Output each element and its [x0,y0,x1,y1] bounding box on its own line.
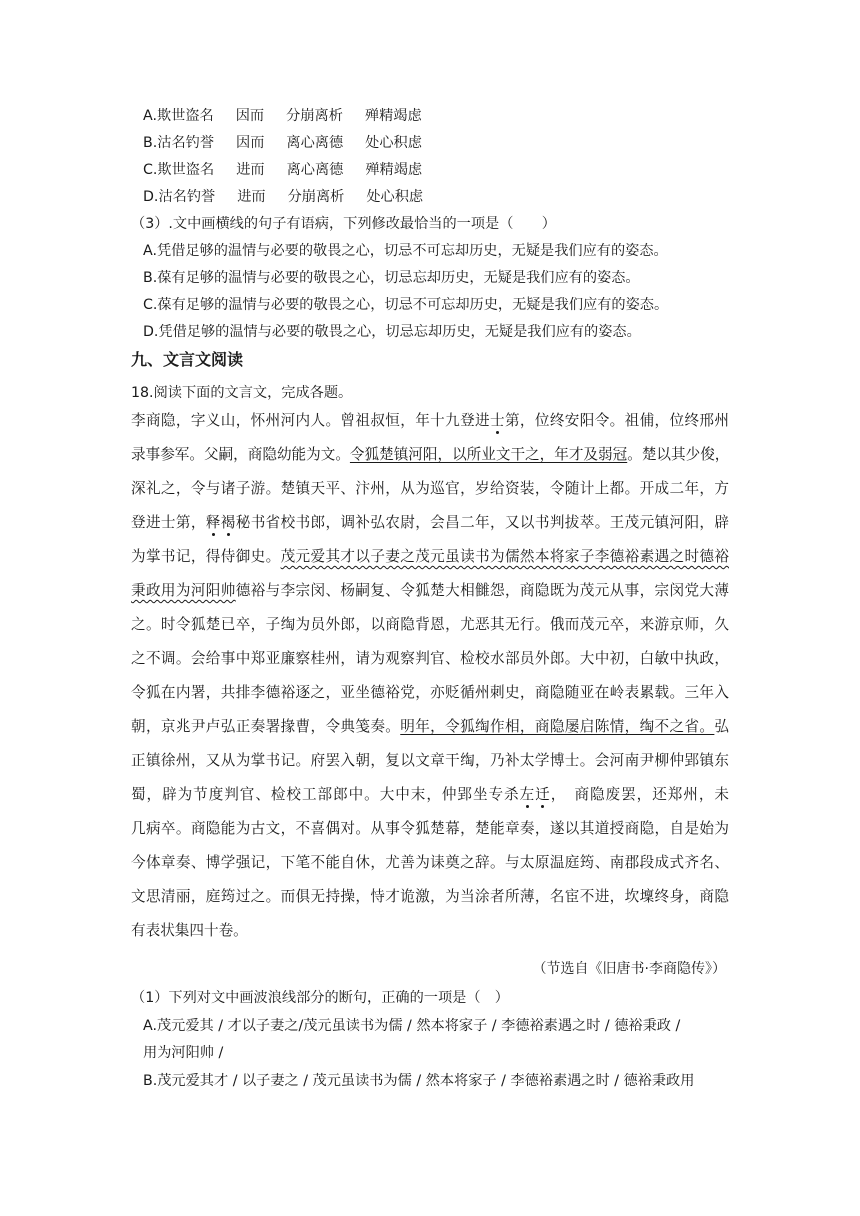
q3-option-c: C.葆有足够的温情与必要的敬畏之心，切忌不可忘却历史，无疑是我们应有的姿态。 [143,297,669,313]
passage-line: 文思清丽，庭筠过之。而俱无持操，恃才诡激，为当涂者所薄，名宦不进，坎壈终身，商隐 [131,888,729,905]
passage-line: 有表状集四十卷。 [131,922,248,939]
emphasis-dot-char: 迁 [535,786,551,803]
passage-line: 几病卒。商隐能为古文，不喜偶对。从事令狐楚幕，楚能章奏，遂以其道授商隐，自是始为 [131,820,729,837]
passage-line: 今体章奏、博学强记，下笔不能自休，尤善为诔奠之辞。与太原温庭筠、南郡段成式齐名、 [131,854,729,871]
passage-line: 蜀，辟为节度判官、检校工部郎中。大中末，仲郢坐专杀左迁， 商隐废罢，还郑州，未 [131,786,729,803]
passage-line: 登进士第，释褐秘书省校书郎，调补弘农尉，会昌二年，又以书判拔萃。王茂元镇河阳，辟 [131,514,729,531]
passage-line: 令狐在内署，共排李德裕逐之，亚坐德裕党，亦贬循州刺史，商隐随亚在岭表累载。三年入 [131,684,729,701]
q1-option-a-cont: 用为河阳帅 / [143,1045,224,1061]
q1-option-b: B.茂元爱其才 / 以子妻之 / 茂元虽读书为儒 / 然本将家子 / 李德裕素遇之时 / 德裕秉政用 [143,1073,695,1089]
passage-line: 李商隐，字义山，怀州河内人。曾祖叔恒，年十九登进士第，位终安阳令。祖俌，位终邢州 [131,412,729,429]
passage-line: 朝，京兆尹卢弘正奏署掾曹，令典笺奏。明年，令狐绹作相，商隐屡启陈情，绹不之省。弘 [131,718,729,735]
underlined-sentence: 令狐楚镇河阳，以所业文干之，年才及弱冠 [349,446,628,463]
passage-line: 之不调。会给事中郑亚廉察桂州，请为观察判官、检校水部员外郎。大中初，白敏中执政， [131,650,729,667]
passage-line: 深礼之，令与诸子游。楚镇天平、汴州，从为巡官，岁给资装，令随计上都。开成二年，方 [131,480,729,497]
q3-option-b: B.葆有足够的温情与必要的敬畏之心，切忌忘却历史，无疑是我们应有的姿态。 [143,270,640,286]
q2-option-b: B.沽名钓誉 因而 离心离德 处心积虑 [143,135,422,151]
q1-option-a: A.茂元爱其 / 才以子妻之/茂元虽读书为儒 / 然本将家子 / 李德裕素遇之时 / 德裕秉政 / [143,1018,681,1034]
passage-line: 秉政用为河阳帅德裕与李宗闵、杨嗣复、令狐楚大相雠怨，商隐既为茂元从事，宗闵党大薄 [131,582,729,599]
q3-stem: （3）.文中画横线的句子有语病，下列修改最恰当的一项是（ ） [131,216,556,232]
underlined-sentence: 明年，令狐绹作相，商隐屡启陈情，绹不之省。 [400,718,715,735]
q2-option-d: D.沽名钓誉 进而 分崩离析 处心积虑 [143,189,424,205]
emphasis-dot-char: 左 [519,786,536,803]
q1-stem: （1）下列对文中画波浪线部分的断句，正确的一项是（ ） [131,990,509,1006]
q2-option-a: A.欺世盗名 因而 分崩离析 殚精竭虑 [143,108,422,124]
q2-option-c: C.欺世盗名 进而 离心离德 殚精竭虑 [143,162,423,178]
q3-option-d: D.凭借足够的温情与必要的敬畏之心，切忌忘却历史，无疑是我们应有的姿态。 [143,324,641,340]
passage-line: 之。时令狐楚已卒，子绹为员外郎，以商隐背恩，尤恶其无行。俄而茂元卒，来游京师，久 [131,616,729,633]
wavy-underlined-text: 茂元爱其才以子妻之茂元虽读书为儒然本将家子李德裕素遇之时德裕 [280,548,729,565]
passage-line: 为掌书记，得侍御史。茂元爱其才以子妻之茂元虽读书为儒然本将家子李德裕素遇之时德裕 [131,548,729,565]
passage-line: 录事参军。父嗣，商隐幼能为文。令狐楚镇河阳，以所业文干之，年才及弱冠。楚以其少俊， [131,446,730,463]
q3-option-a: A.凭借足够的温情与必要的敬畏之心，切忌不可忘却历史，无疑是我们应有的姿态。 [143,243,668,259]
source-citation: （节选自《旧唐书·李商隐传》） [532,961,726,977]
passage-line: 正镇徐州，又从为掌书记。府罢入朝，复以文章干绹，乃补太学博士。会河南尹柳仲郢镇东 [131,752,729,769]
emphasis-dot-char: 褐 [220,514,236,531]
q18-intro: 18.阅读下面的文言文，完成各题。 [131,385,353,401]
wavy-underlined-text: 秉政用为河阳帅 [131,582,236,599]
emphasis-dot-char: 士 [490,412,505,429]
section-title: 九、文言文阅读 [131,350,244,369]
emphasis-dot-char: 释 [205,514,221,531]
